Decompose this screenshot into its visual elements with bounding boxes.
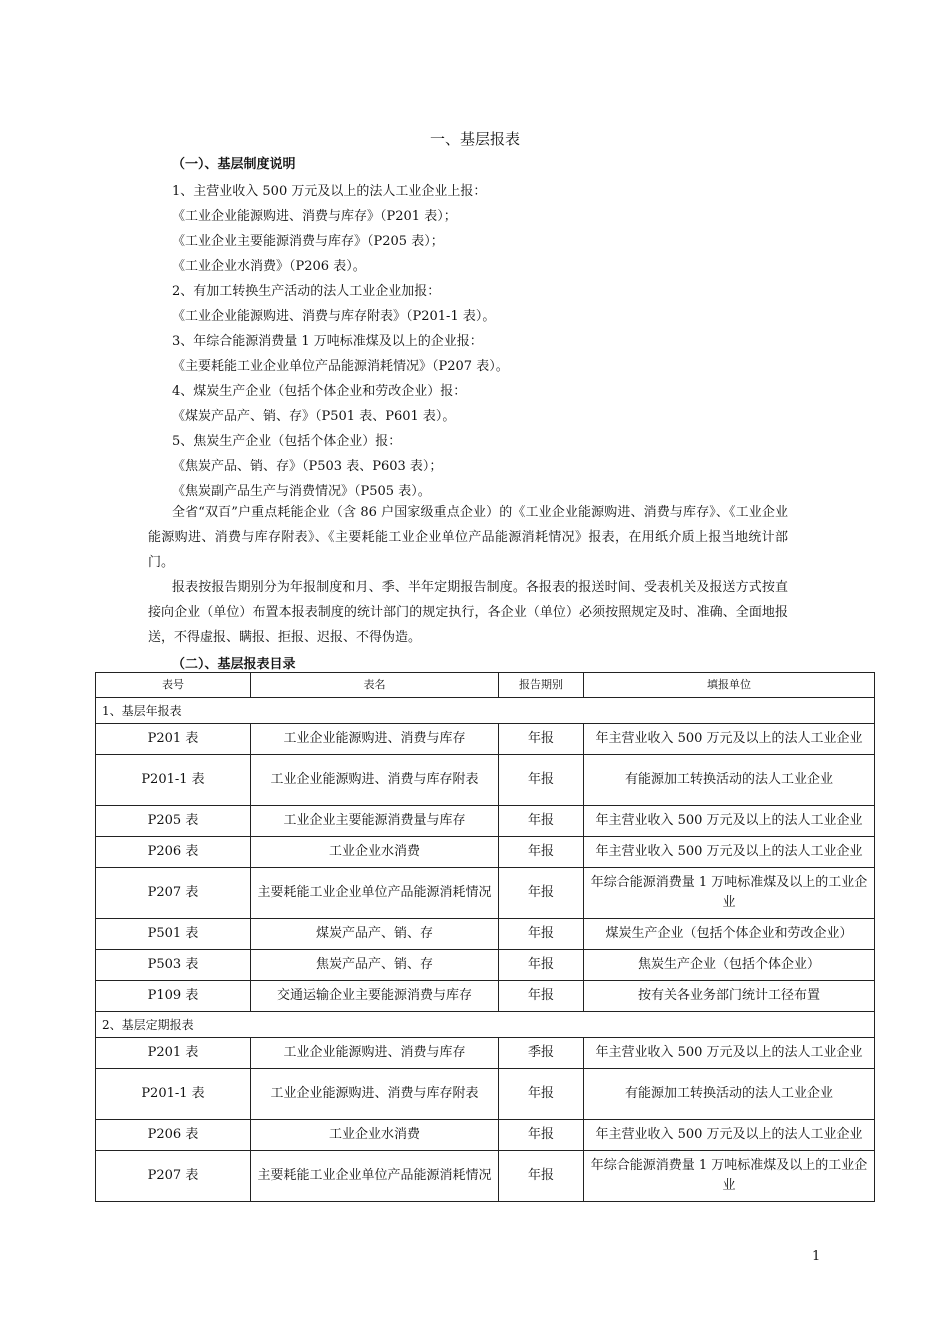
cell-period: 年报 <box>499 981 584 1012</box>
page-number: 1 <box>812 1249 821 1264</box>
cell-name: 工业企业主要能源消费量与库存 <box>251 806 499 837</box>
table-row <box>96 1069 875 1120</box>
table-row <box>96 806 875 837</box>
cell-unit: 年主营业收入 500 万元及以上的法人工业企业 <box>584 837 875 868</box>
group-label: 1、基层年报表 <box>96 698 875 724</box>
column-header-name: 表名 <box>251 673 499 698</box>
cell-name: 焦炭产品产、销、存 <box>251 950 499 981</box>
cell-code: P201 表 <box>96 724 251 755</box>
cell-code: P206 表 <box>96 837 251 868</box>
cell-code: P503 表 <box>96 950 251 981</box>
cell-unit: 年主营业收入 500 万元及以上的法人工业企业 <box>584 1120 875 1151</box>
cell-code: P205 表 <box>96 806 251 837</box>
cell-unit: 焦炭生产企业（包括个体企业） <box>584 950 875 981</box>
cell-period: 年报 <box>499 919 584 950</box>
cell-unit: 年主营业收入 500 万元及以上的法人工业企业 <box>584 724 875 755</box>
paragraph-reporting-rules: 报表按报告期别分为年报制度和月、季、半年定期报告制度。各报表的报送时间、受表机关及报送方式按直接向企业（单位）布置本报表制度的统计部门的规定执行，各企业（单位）必须按照规定及时、准确、全面地报送，不得虚报、瞒报、拒报、迟报、不得伪造。 <box>148 580 788 645</box>
table-row <box>96 837 875 868</box>
cell-unit: 年主营业收入 500 万元及以上的法人工业企业 <box>584 1038 875 1069</box>
section-heading-catalog: （二）、基层报表目录 <box>172 657 296 672</box>
text-line: 《工业企业主要能源消费与库存》（P205 表）； <box>172 234 444 249</box>
column-header-period: 报告期别 <box>499 673 584 698</box>
cell-unit: 年主营业收入 500 万元及以上的法人工业企业 <box>584 806 875 837</box>
cell-name: 工业企业能源购进、消费与库存附表 <box>251 1069 499 1120</box>
paragraph-key-enterprises: 全省“双百”户重点耗能企业（含 86 户国家级重点企业）的《工业企业能源购进、消费与库存》、《工业企业能源购进、消费与库存附表》、《主要耗能工业企业单位产品能源消耗情况》报表，在用纸介质上报当地统计部门。 <box>148 505 788 570</box>
section-heading-explanation: （一）、基层制度说明 <box>172 157 296 172</box>
text-line: 1、主营业收入 500 万元及以上的法人工业企业上报： <box>172 184 487 199</box>
cell-code: P207 表 <box>96 868 251 919</box>
cell-name: 主要耗能工业企业单位产品能源消耗情况 <box>251 1151 499 1202</box>
cell-name: 工业企业能源购进、消费与库存 <box>251 724 499 755</box>
cell-code: P201-1 表 <box>96 755 251 806</box>
cell-code: P501 表 <box>96 919 251 950</box>
cell-period: 季报 <box>499 1038 584 1069</box>
cell-name: 主要耗能工业企业单位产品能源消耗情况 <box>251 868 499 919</box>
cell-unit: 煤炭生产企业（包括个体企业和劳改企业） <box>584 919 875 950</box>
text-line: 《工业企业能源购进、消费与库存附表》（P201-1 表）。 <box>172 309 496 324</box>
cell-name: 工业企业能源购进、消费与库存附表 <box>251 755 499 806</box>
table-row <box>96 1038 875 1069</box>
cell-period: 年报 <box>499 837 584 868</box>
page-title: 一、基层报表 <box>429 130 520 148</box>
cell-period: 年报 <box>499 806 584 837</box>
table-row <box>96 868 875 919</box>
table-row <box>96 755 875 806</box>
cell-code: P206 表 <box>96 1120 251 1151</box>
cell-code: P207 表 <box>96 1151 251 1202</box>
cell-name: 工业企业水消费 <box>251 1120 499 1151</box>
cell-period: 年报 <box>499 950 584 981</box>
cell-period: 年报 <box>499 755 584 806</box>
cell-period: 年报 <box>499 868 584 919</box>
text-line: 《煤炭产品产、销、存》（P501 表、P601 表）。 <box>172 409 456 424</box>
cell-period: 年报 <box>499 1069 584 1120</box>
table-header-row <box>96 673 875 698</box>
cell-code: P109 表 <box>96 981 251 1012</box>
table-row <box>96 1120 875 1151</box>
cell-name: 煤炭产品产、销、存 <box>251 919 499 950</box>
cell-name: 工业企业水消费 <box>251 837 499 868</box>
cell-name: 工业企业能源购进、消费与库存 <box>251 1038 499 1069</box>
table-row <box>96 981 875 1012</box>
cell-name: 交通运输企业主要能源消费与库存 <box>251 981 499 1012</box>
column-header-code: 表号 <box>96 673 251 698</box>
text-line: 《焦炭产品、销、存》（P503 表、P603 表）； <box>172 459 443 474</box>
text-line: 《主要耗能工业企业单位产品能源消耗情况》（P207 表）。 <box>172 359 509 374</box>
report-catalog-table <box>95 672 875 1202</box>
table-row <box>96 724 875 755</box>
text-line: 《工业企业能源购进、消费与库存》（P201 表）； <box>172 209 457 224</box>
text-line: 《焦炭副产品生产与消费情况》（P505 表）。 <box>172 484 431 499</box>
table-row <box>96 950 875 981</box>
text-line: 5、焦炭生产企业（包括个体企业）报： <box>172 434 402 449</box>
cell-unit: 年综合能源消费量 1 万吨标准煤及以上的工业企业 <box>584 1151 875 1202</box>
cell-code: P201 表 <box>96 1038 251 1069</box>
text-line: 《工业企业水消费》（P206 表）。 <box>172 259 366 274</box>
group-label: 2、基层定期报表 <box>96 1012 875 1038</box>
cell-period: 年报 <box>499 724 584 755</box>
section-row-periodic <box>96 1012 875 1038</box>
cell-period: 年报 <box>499 1151 584 1202</box>
cell-unit: 有能源加工转换活动的法人工业企业 <box>584 1069 875 1120</box>
table-row <box>96 919 875 950</box>
column-header-unit: 填报单位 <box>584 673 875 698</box>
section-row-annual <box>96 698 875 724</box>
cell-unit: 按有关各业务部门统计工径布置 <box>584 981 875 1012</box>
cell-unit: 有能源加工转换活动的法人工业企业 <box>584 755 875 806</box>
cell-unit: 年综合能源消费量 1 万吨标准煤及以上的工业企业 <box>584 868 875 919</box>
text-line: 2、有加工转换生产活动的法人工业企业加报： <box>172 284 441 299</box>
text-line: 3、年综合能源消费量 1 万吨标准煤及以上的企业报： <box>172 334 483 349</box>
text-line: 4、煤炭生产企业（包括个体企业和劳改企业）报： <box>172 384 467 399</box>
cell-code: P201-1 表 <box>96 1069 251 1120</box>
cell-period: 年报 <box>499 1120 584 1151</box>
table-row <box>96 1151 875 1202</box>
